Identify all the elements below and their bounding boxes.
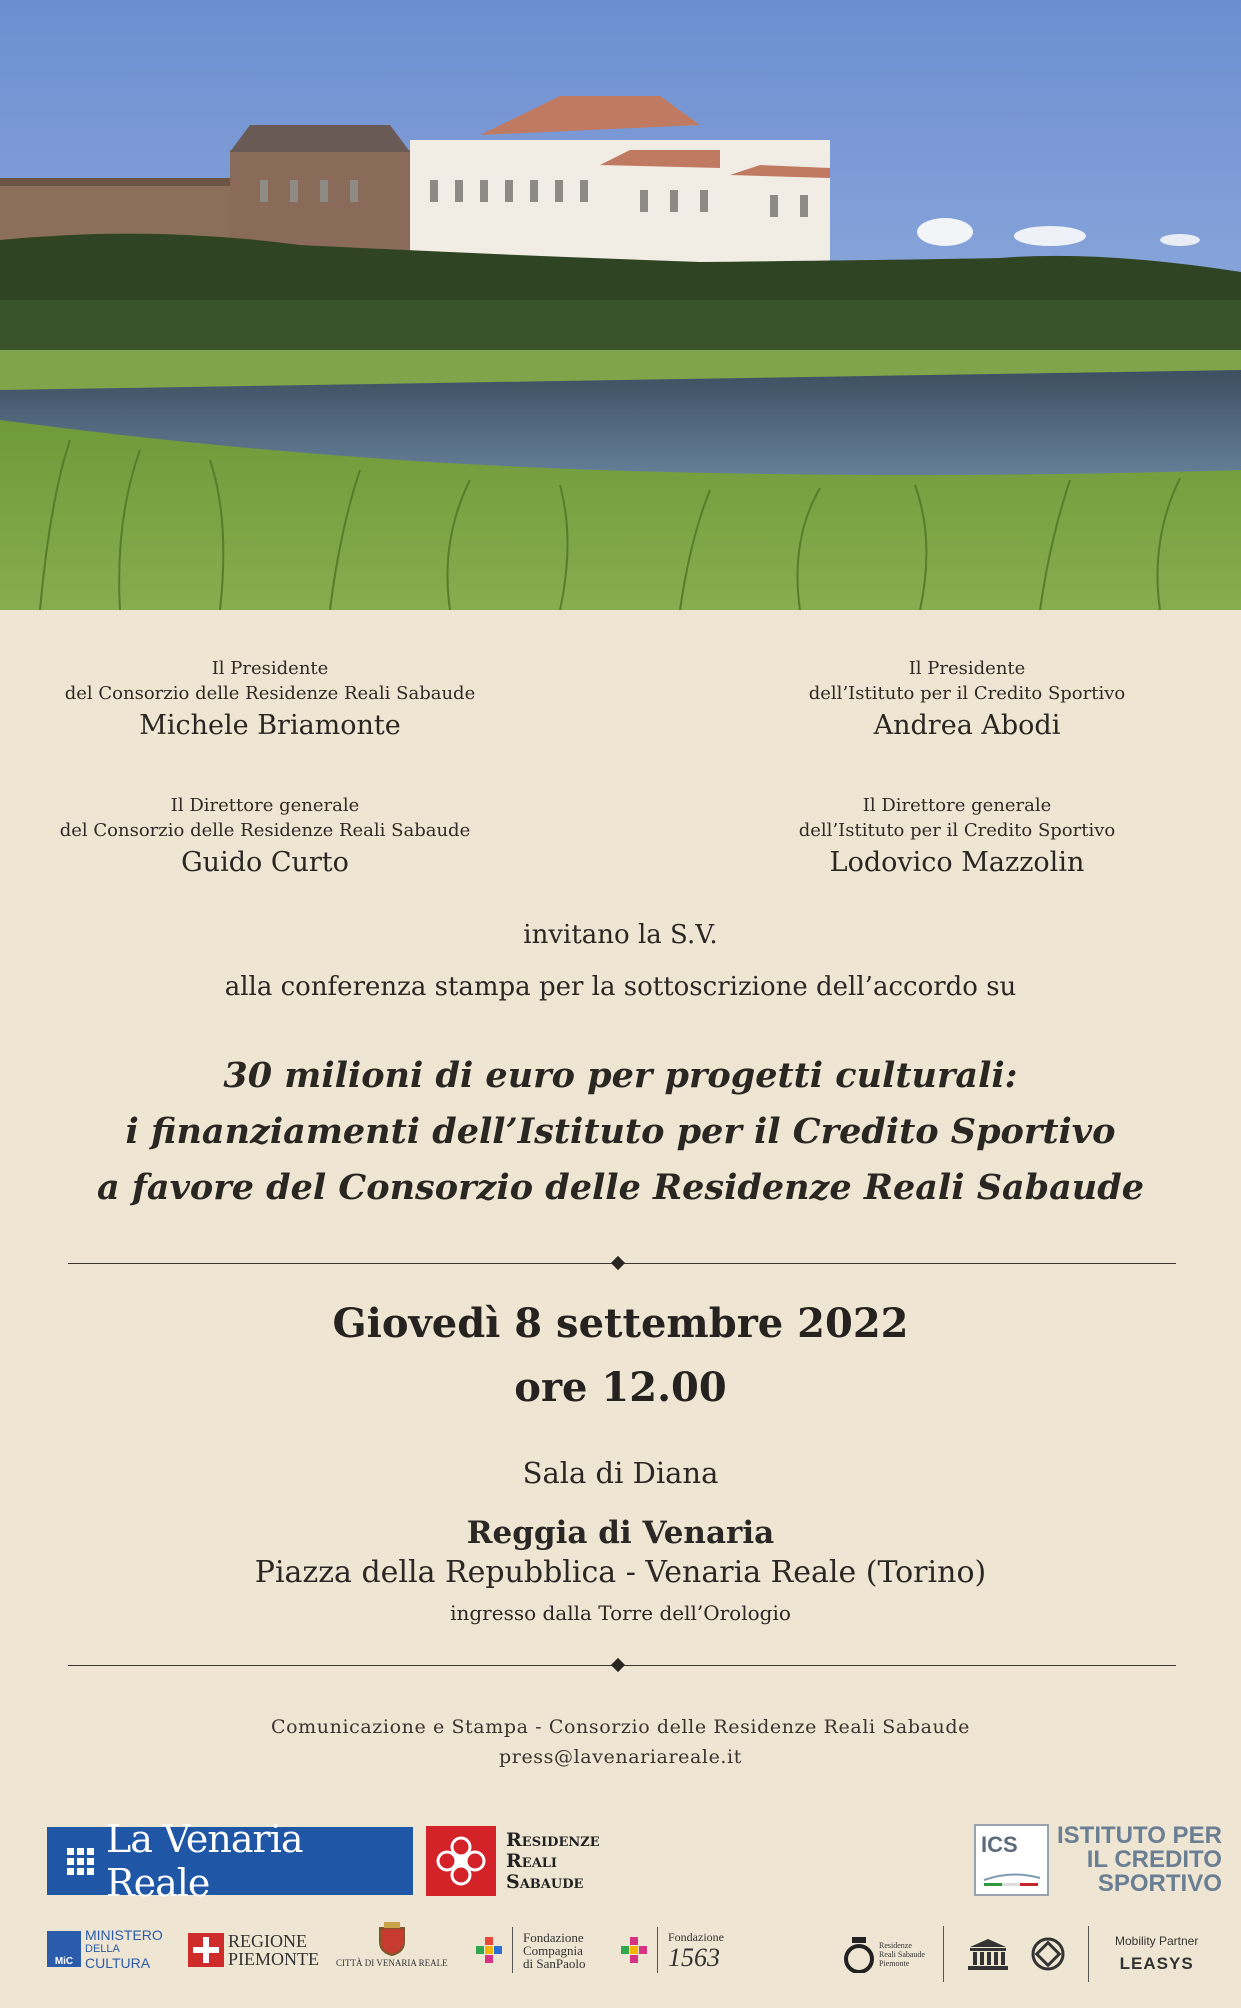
signatory-name: Andrea Abodi (873, 710, 1061, 741)
signatory-name: Guido Curto (181, 847, 349, 878)
logo-separator (943, 1926, 944, 1982)
ministero-word: CULTURA (85, 1955, 151, 1971)
sanpaolo-word: Compagnia (523, 1942, 583, 1958)
ics-badge-text: ICS (981, 1832, 1018, 1857)
residenze-reali-piemonte-logo (843, 1926, 1198, 1982)
signatory-organization: dell’Istituto per il Credito Sportivo (798, 820, 1116, 841)
citta-crest-icon (376, 1920, 408, 1956)
signatory-role: Il Direttore generale (862, 795, 1052, 816)
piemonte-shield-icon (188, 1933, 224, 1967)
logo-separator (1088, 1926, 1089, 1982)
istituto-credito-sportivo-logo (974, 1824, 1222, 1896)
residenze-small-text (879, 1941, 925, 1968)
fondazione-1563-year: 1563 (668, 1942, 720, 1972)
ics-badge-icon (974, 1824, 1049, 1896)
regione-piemonte-logo (188, 1932, 319, 1968)
sanpaolo-word: di SanPaolo (523, 1955, 586, 1971)
signatory-consorzio-director (5, 793, 525, 881)
fondazione-1563-label: Fondazione (668, 1929, 724, 1944)
signatory-ics-president (707, 656, 1227, 744)
residenze-small-word: Residenze (879, 1940, 912, 1950)
signatory-organization: del Consorzio delle Residenze Reali Sabaude (59, 820, 471, 841)
la-venaria-reale-logo (47, 1817, 413, 1905)
event-date: Giovedì 8 settembre 2022 (332, 1300, 909, 1347)
rrs-word: Reali (506, 1849, 558, 1872)
unesco-temple-icon (966, 1937, 1010, 1971)
venue-room: Sala di Diana (522, 1456, 719, 1490)
fondazione-1563-pixel-icon (621, 1937, 647, 1963)
venue-building: Reggia di Venaria (466, 1515, 775, 1551)
headline-line: 30 milioni di euro per progetti culturali: (223, 1055, 1018, 1096)
sanpaolo-pixel-icon (476, 1937, 502, 1963)
invite-line-2: alla conferenza stampa per la sottoscrizione dell’accordo su (224, 972, 1017, 1002)
venaria-grid-icon (67, 1848, 94, 1875)
regione-word: PIEMONTE (228, 1949, 319, 1969)
signatory-name: Michele Briamonte (139, 710, 401, 741)
venaria-logo-text: La Venaria Reale (106, 1817, 303, 1905)
ministero-text (85, 1928, 163, 1970)
headline-line: a favore del Consorzio delle Residenze Reali Sabaude (97, 1167, 1144, 1208)
divider-diamond (611, 1256, 625, 1270)
ics-word: SPORTIVO (1097, 1870, 1222, 1897)
mobility-label: Mobility Partner (1114, 1934, 1199, 1948)
fondazione-compagnia-sanpaolo-logo (476, 1927, 585, 1973)
ics-logo-text (1057, 1824, 1222, 1896)
signatory-consorzio-president (10, 656, 530, 744)
signatory-role: Il Presidente (211, 658, 329, 679)
residenze-small-word: Piemonte (879, 1958, 910, 1968)
leasys-wordmark: LEASYS (1119, 1954, 1194, 1973)
signatory-organization: dell’Istituto per il Credito Sportivo (808, 683, 1126, 704)
fondazione-1563-text (668, 1930, 724, 1971)
logo-separator (512, 1927, 513, 1973)
regione-word: REGIONE (228, 1931, 307, 1951)
leasys-mobility-partner (1115, 1934, 1198, 1974)
world-heritage-icon (1030, 1936, 1066, 1972)
invite-line-1: invitano la S.V. (523, 920, 718, 950)
rrs-word: Sabaude (506, 1870, 584, 1893)
residenze-small-word: Reali Sabaude (879, 1949, 925, 1959)
contact-office: Comunicazione e Stampa - Consorzio delle Residenze Reali Sabaude (271, 1716, 970, 1738)
divider-diamond (611, 1658, 625, 1672)
sanpaolo-text (523, 1931, 585, 1970)
signatory-role: Il Direttore generale (170, 795, 360, 816)
rrs-emblem-icon (426, 1826, 496, 1896)
event-time: ore 12.00 (514, 1364, 727, 1411)
venue-address: Piazza della Repubblica - Venaria Reale (Torino) (254, 1555, 987, 1590)
residenze-reali-sabaude-logo (426, 1826, 600, 1896)
sanpaolo-word: Fondazione (523, 1929, 584, 1945)
headline (0, 1048, 1241, 1216)
venue-entrance: ingresso dalla Torre dell’Orologio (450, 1601, 791, 1625)
regione-text (228, 1932, 319, 1968)
mic-badge-icon: MiC (47, 1931, 81, 1967)
rrs-word: Residenze (506, 1828, 600, 1851)
ministero-word: DELLA (85, 1943, 120, 1955)
signatory-role: Il Presidente (908, 658, 1026, 679)
hero-photo-reggia-di-venaria (0, 0, 1241, 610)
ministero-word: MINISTERO (85, 1927, 163, 1943)
residenze-crown-icon (843, 1935, 875, 1973)
citta-text: CITTÀ DI VENARIA REALE (336, 1958, 448, 1968)
headline-line: i finanziamenti dell’Istituto per il Credito Sportivo (125, 1111, 1116, 1152)
signatory-name: Lodovico Mazzolin (829, 847, 1085, 878)
contact-email[interactable]: press@lavenariareale.it (499, 1746, 742, 1768)
ics-word: IL CREDITO (1086, 1846, 1222, 1873)
fondazione-1563-logo (621, 1927, 724, 1973)
ics-word: ISTITUTO PER (1057, 1822, 1222, 1849)
ministero-cultura-logo (47, 1928, 163, 1970)
signatory-organization: del Consorzio delle Residenze Reali Sabaude (64, 683, 476, 704)
signatory-ics-director (697, 793, 1217, 881)
citta-venaria-logo (336, 1920, 448, 1968)
rrs-logo-text (506, 1830, 600, 1893)
logo-separator (657, 1927, 658, 1973)
